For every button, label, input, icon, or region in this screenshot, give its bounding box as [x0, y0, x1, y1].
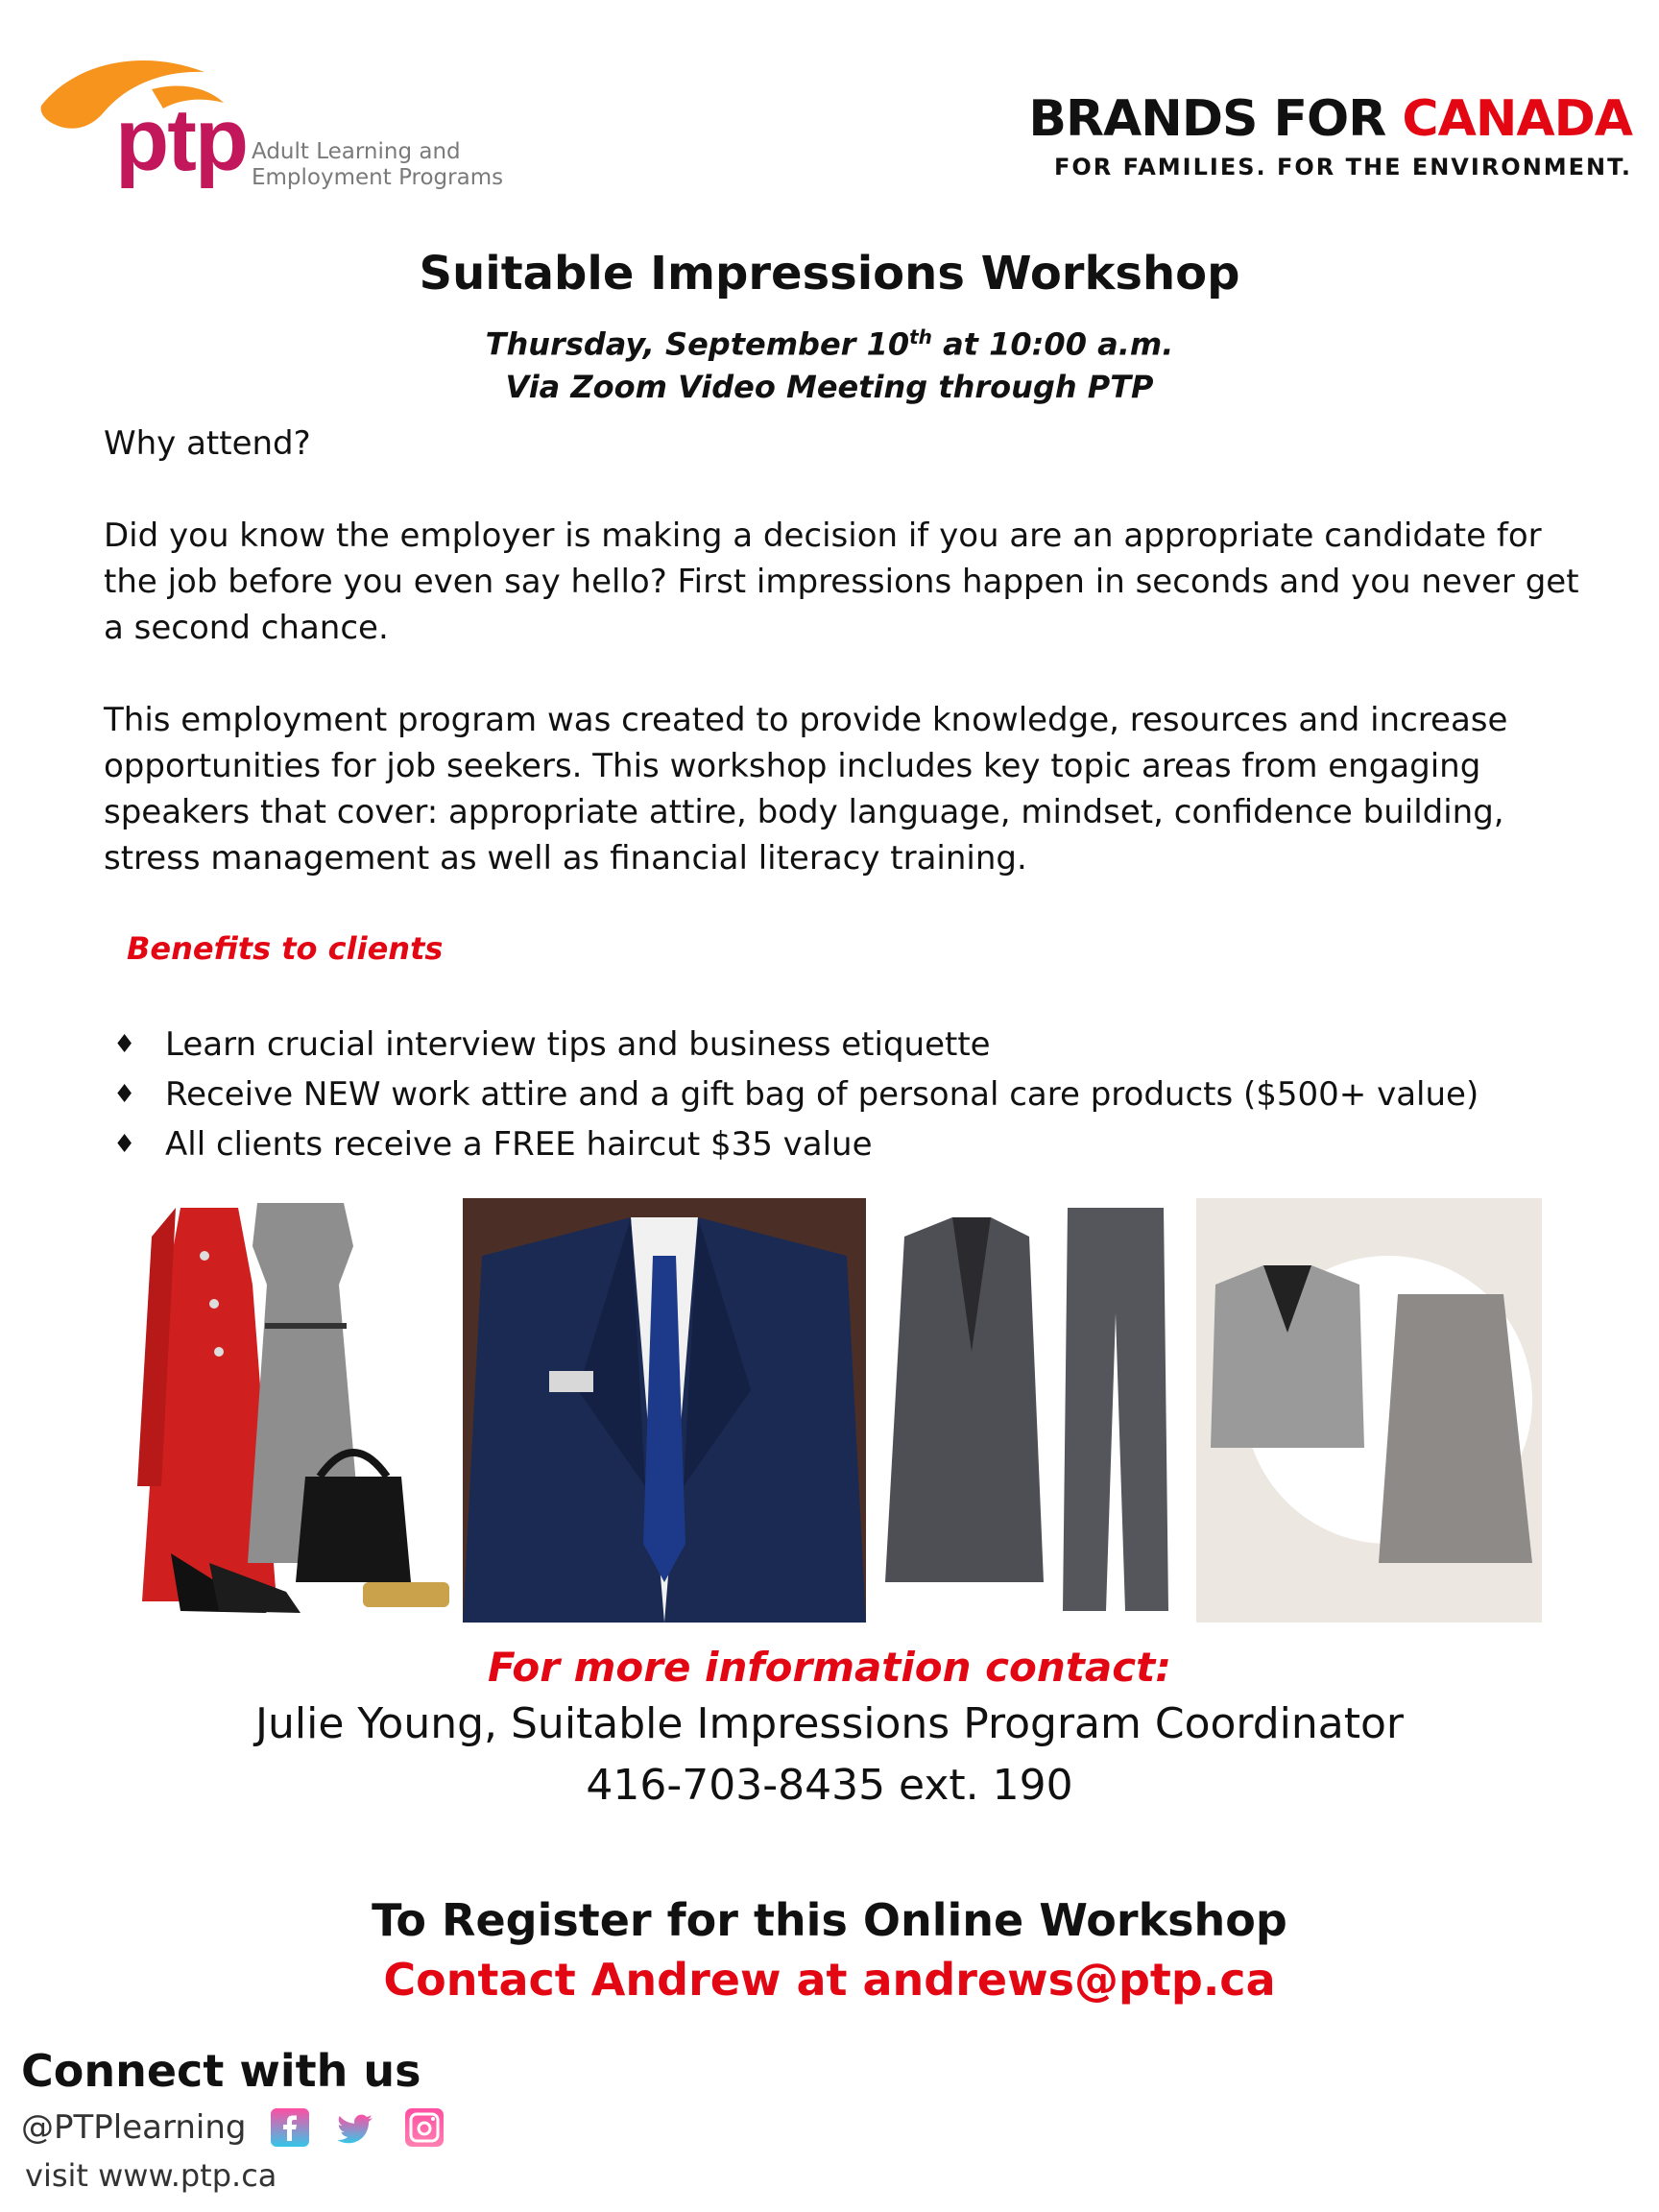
diamond-bullet-icon: ♦: [113, 1130, 136, 1159]
contact-name: Julie Young, Suitable Impressions Program Coordinator: [255, 1699, 1404, 1748]
ptp-tagline-line2: Employment Programs: [252, 165, 504, 190]
date-prefix: Thursday, September 10: [485, 325, 910, 363]
event-date: [0, 317, 1659, 365]
brands-for-canada-logo: [998, 92, 1632, 146]
more-info-heading: For more information contact:: [488, 1644, 1171, 1691]
benefit-text: Learn crucial interview tips and business etiquette: [165, 1025, 991, 1064]
diamond-bullet-icon: ♦: [113, 1030, 136, 1059]
diamond-bullet-icon: ♦: [113, 1080, 136, 1109]
womens-grey-suit-image: [1196, 1198, 1542, 1623]
brands-subtitle: FOR FAMILIES. FOR THE ENVIRONMENT.: [1053, 154, 1632, 180]
womens-attire-image: [123, 1198, 459, 1623]
mens-navy-suit-image: [463, 1198, 866, 1623]
intro-paragraph: Did you know the employer is making a decision if you are an appropriate candidate for the job before you even say hello? First impressions happen in seconds and you never get a second chance.: [104, 517, 1579, 647]
connect-heading: Connect with us: [21, 2045, 421, 2097]
ptp-logo-text: ptp: [115, 91, 248, 189]
twitter-icon[interactable]: [338, 2108, 376, 2147]
brands-word: BRANDS FOR: [1028, 90, 1386, 148]
register-contact-link[interactable]: Contact Andrew at andrews@ptp.ca: [383, 1954, 1276, 2006]
list-item: [108, 1119, 1605, 1169]
canada-word: CANADA: [1402, 90, 1632, 148]
ptp-tagline: [252, 139, 503, 191]
contact-phone: 416-703-8435 ext. 190: [586, 1761, 1073, 1810]
workshop-title: Suitable Impressions Workshop: [419, 247, 1240, 301]
benefit-text: Receive NEW work attire and a gift bag of personal care products ($500+ value): [165, 1075, 1479, 1114]
list-item: [108, 1020, 1605, 1070]
why-attend-label: Why attend?: [104, 424, 311, 463]
ptp-tagline-line1: Adult Learning and: [252, 139, 461, 164]
facebook-icon[interactable]: [271, 2108, 309, 2147]
social-handle[interactable]: @PTPlearning: [21, 2108, 247, 2147]
mens-grey-suit-image: [866, 1198, 1183, 1623]
benefits-heading: Benefits to clients: [127, 930, 444, 967]
benefit-text: All clients receive a FREE haircut $35 value: [165, 1125, 873, 1164]
benefits-list: [108, 1020, 1605, 1169]
website-link[interactable]: visit www.ptp.ca: [25, 2157, 277, 2194]
instagram-icon[interactable]: [405, 2108, 444, 2147]
date-ordinal: th: [909, 325, 932, 349]
list-item: [108, 1070, 1605, 1119]
program-paragraph: This employment program was created to provide knowledge, resources and increase opportunities for job seekers. This workshop includes key topic areas from engaging speakers that cover: appropriate attire, body language, mindset, confidence building, stress management as well as financial literacy training.: [104, 701, 1508, 878]
register-heading: To Register for this Online Workshop: [372, 1894, 1287, 1946]
event-venue: Via Zoom Video Meeting through PTP: [505, 369, 1154, 405]
date-suffix: at 10:00 a.m.: [931, 325, 1174, 363]
